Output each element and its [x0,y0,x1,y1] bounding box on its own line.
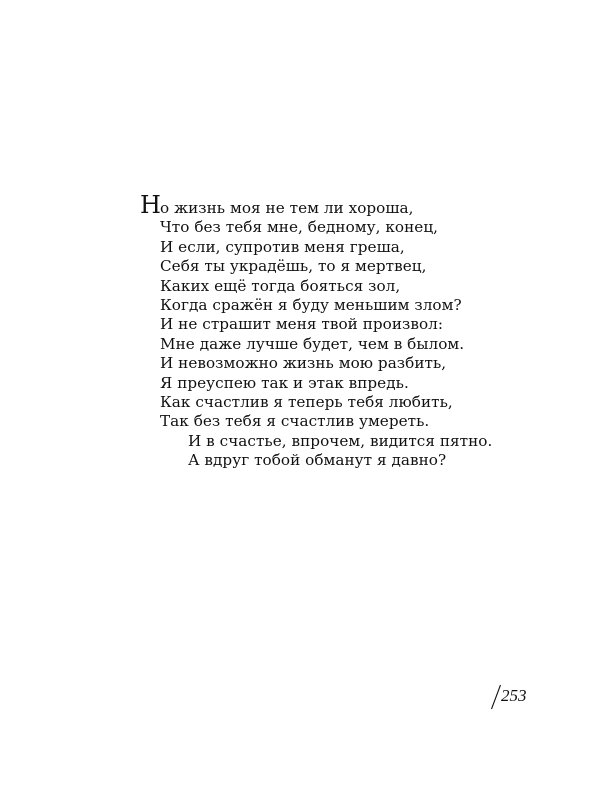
poem-line-3: И если, супротив меня греша, [160,237,405,256]
poem-line-11: Как счастлив я теперь тебя любить, [160,392,453,411]
poem-line-12: Так без тебя я счастлив умереть. [160,412,430,431]
poem-line-2: Что без тебя мне, бедному, конец, [160,218,439,237]
poem-line-1 [140,191,560,219]
couplet-line-1: И в счастье, впрочем, видится пятно. [188,431,493,450]
first-line-text: о жизнь моя не тем ли хороша, [160,199,414,217]
poem-line-6: Когда сражён я буду меньшим злом? [160,295,462,314]
poem-line-7: И не страшит меня твой произвол: [160,315,443,334]
page-number [490,684,538,710]
poem-line-5: Каких ещё тогда бояться зол, [160,276,401,295]
poem-line-8: Мне даже лучше будет, чем в былом. [160,334,465,353]
drop-cap: Н [140,191,161,219]
poem-line-4: Себя ты украдёшь, то я мертвец, [160,257,427,276]
poem-line-10: Я преуспею так и этак впредь. [160,373,409,392]
page-number-text: 253 [501,686,527,705]
poem [140,191,560,470]
couplet-line-2: А вдруг тобой обманут я давно? [188,451,447,470]
poem-line-9: И невозможно жизнь мою разбить, [160,354,447,373]
